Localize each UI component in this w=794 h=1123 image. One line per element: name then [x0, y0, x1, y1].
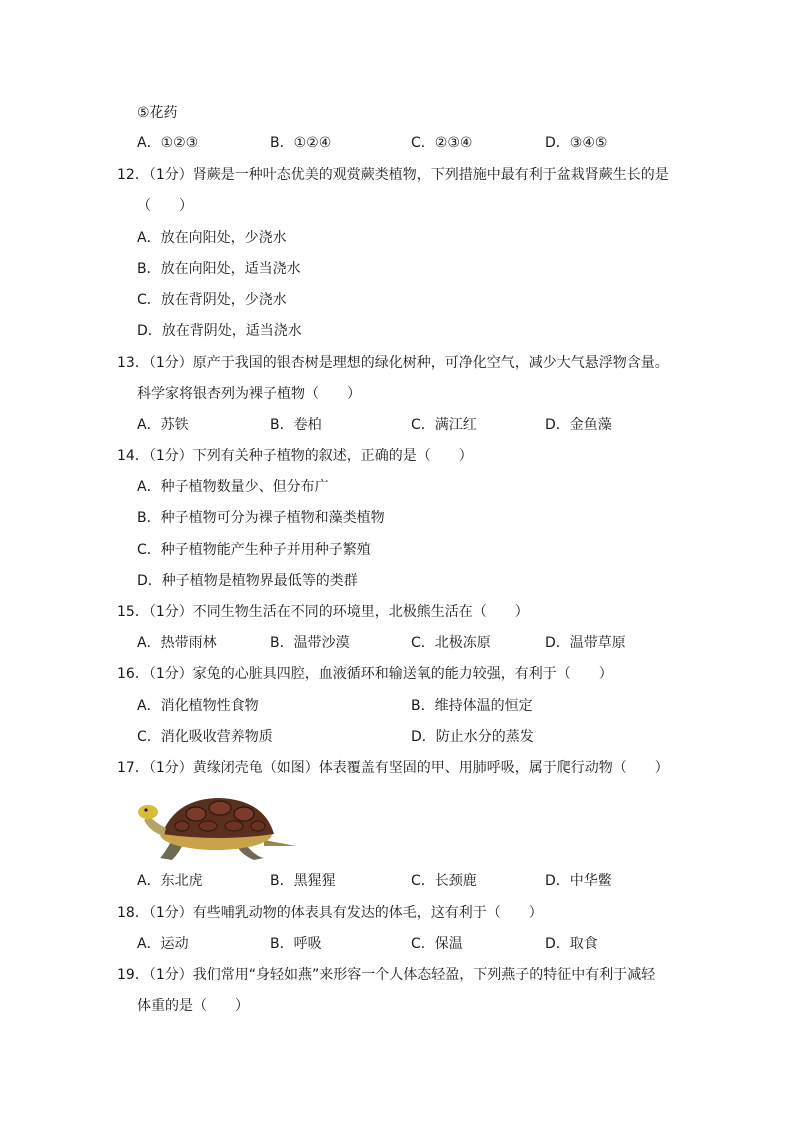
q19-stem-line2: 体重的是（ ）: [137, 998, 249, 1014]
q17-option-d: D．中华鳖: [545, 873, 612, 889]
q14-option-d: D．种子植物是植物界最低等的类群: [137, 573, 358, 589]
turtle-scute: [186, 807, 206, 821]
q16-option-c: C．消化吸收营养物质: [137, 729, 273, 745]
q18-option-a: A．运动: [137, 936, 189, 952]
q13-stem-line2: 科学家将银杏列为裸子植物（ ）: [137, 386, 361, 402]
q12-option-c: C．放在背阴处，少浇水: [137, 292, 287, 308]
q13-option-c: C．满江红: [411, 417, 477, 433]
q16-option-b: B．维持体温的恒定: [411, 698, 533, 714]
q18-option-c: C．保温: [411, 936, 463, 952]
q13-stem-line1: 13．（1分）原产于我国的银杏树是理想的绿化树种，可净化空气，减少大气悬浮物含量。: [117, 355, 669, 371]
q17-option-b: B．黑猩猩: [270, 873, 336, 889]
q17-option-c: C．长颈鹿: [411, 873, 477, 889]
q13-option-d: D．金鱼藻: [545, 417, 612, 433]
turtle-tail: [264, 840, 296, 846]
q18-option-d: D．取食: [545, 936, 598, 952]
q16-option-d: D．防止水分的蒸发: [411, 729, 534, 745]
q12-stem-line1: 12．（1分）肾蕨是一种叶态优美的观赏蕨类植物，下列措施中最有利于盆栽肾蕨生长的是: [117, 167, 669, 183]
q17-option-a: A．东北虎: [137, 873, 203, 889]
turtle-scute: [209, 801, 231, 815]
q18-stem: 18．（1分）有些哺乳动物的体表具有发达的体毛，这有利于（ ）: [117, 905, 543, 921]
q12-option-b: B．放在向阳处，适当浇水: [137, 261, 301, 277]
q13-option-b: B．卷柏: [270, 417, 322, 433]
turtle-eye: [144, 808, 147, 811]
turtle-head: [138, 805, 158, 819]
q11-option-a: A．①②③: [137, 135, 199, 151]
turtle-illustration: [136, 794, 298, 862]
q17-stem: 17．（1分）黄缘闭壳龟（如图）体表覆盖有坚固的甲、用肺呼吸，属于爬行动物（ ）: [117, 760, 669, 776]
q15-option-a: A．热带雨林: [137, 635, 217, 651]
q15-option-c: C．北极冻原: [411, 635, 491, 651]
q16-stem: 16．（1分）家兔的心脏具四腔，血液循环和输送氧的能力较强，有利于（ ）: [117, 666, 613, 682]
q19-stem-line1: 19．（1分）我们常用“身轻如燕”来形容一个人体态轻盈，下列燕子的特征中有利于减轻: [117, 967, 656, 983]
q14-option-c: C．种子植物能产生种子并用种子繁殖: [137, 542, 371, 558]
q15-stem: 15．（1分）不同生物生活在不同的环境里，北极熊生活在（ ）: [117, 604, 529, 620]
q11-option-b: B．①②④: [270, 135, 332, 151]
q12-stem-line2: （ ）: [137, 198, 193, 214]
q14-option-b: B．种子植物可分为裸子植物和藻类植物: [137, 510, 385, 526]
q12-option-a: A．放在向阳处，少浇水: [137, 230, 287, 246]
q11-option-c: C．②③④: [411, 135, 473, 151]
q16-option-a: A．消化植物性食物: [137, 698, 259, 714]
q14-stem: 14．（1分）下列有关种子植物的叙述，正确的是（ ）: [117, 448, 473, 464]
turtle-neck: [144, 816, 166, 836]
turtle-scute: [234, 807, 254, 821]
q13-option-a: A．苏铁: [137, 417, 189, 433]
q14-option-a: A．种子植物数量少、但分布广: [137, 479, 329, 495]
q11-tail-item: ⑤花药: [137, 105, 178, 121]
turtle-scute: [175, 821, 189, 831]
q15-option-d: D．温带草原: [545, 635, 626, 651]
q15-option-b: B．温带沙漠: [270, 635, 350, 651]
q18-option-b: B．呼吸: [270, 936, 322, 952]
q12-option-d: D．放在背阴处，适当浇水: [137, 323, 302, 339]
turtle-scute: [225, 821, 243, 831]
turtle-scute: [199, 821, 217, 831]
turtle-scute: [251, 821, 265, 831]
q11-option-d: D．③④⑤: [545, 135, 608, 151]
